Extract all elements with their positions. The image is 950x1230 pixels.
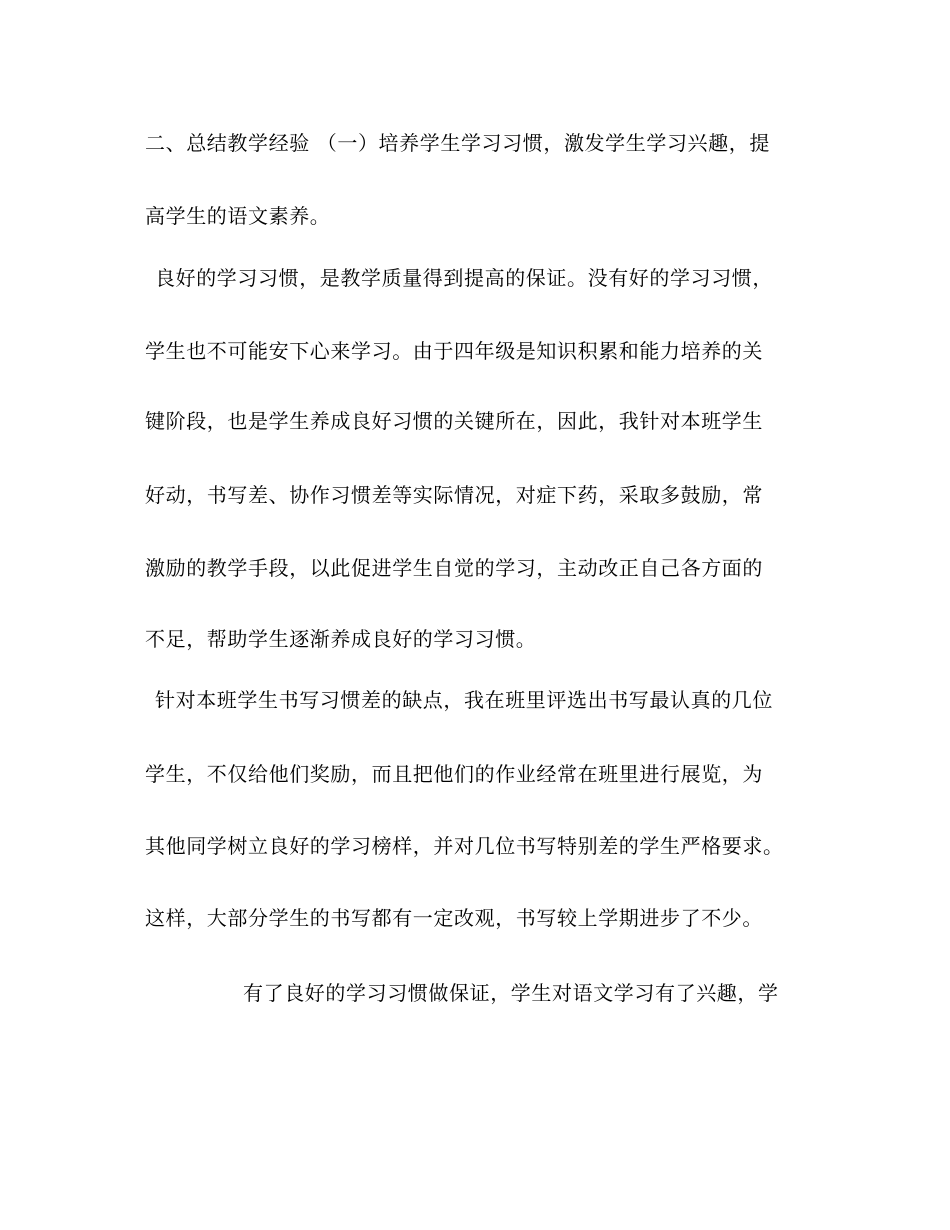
paragraph-line: 不足，帮助学生逐渐养成良好的学习习惯。: [145, 627, 537, 651]
paragraph-line: 这样，大部分学生的书写都有一定改观，书写较上学期进步了不少。: [145, 906, 763, 930]
paragraph-line: 针对本班学生书写习惯差的缺点，我在班里评选出书写最认真的几位: [155, 688, 773, 712]
paragraph-line: 有了良好的学习习惯做保证，学生对语文学习有了兴趣，学: [243, 981, 779, 1005]
paragraph-line: 其他同学树立良好的学习榜样，并对几位书写特别差的学生严格要求。: [145, 834, 784, 858]
paragraph-line: 良好的学习习惯，是教学质量得到提高的保证。没有好的学习习惯，: [155, 266, 773, 290]
heading-line: 二、总结教学经验 （一）培养学生学习习惯，激发学生学习兴趣，提: [145, 131, 770, 155]
paragraph-line: 激励的教学手段，以此促进学生自觉的学习，主动改正自己各方面的: [145, 556, 763, 580]
heading-line: 高学生的语文素养。: [145, 204, 331, 228]
paragraph-line: 好动，书写差、协作习惯差等实际情况，对症下药，采取多鼓励，常: [145, 483, 763, 507]
paragraph-line: 键阶段，也是学生养成良好习惯的关键所在，因此，我针对本班学生: [145, 409, 763, 433]
paragraph-line: 学生，不仅给他们奖励，而且把他们的作业经常在班里进行展览，为: [145, 762, 763, 786]
paragraph-line: 学生也不可能安下心来学习。由于四年级是知识积累和能力培养的关: [145, 339, 763, 363]
